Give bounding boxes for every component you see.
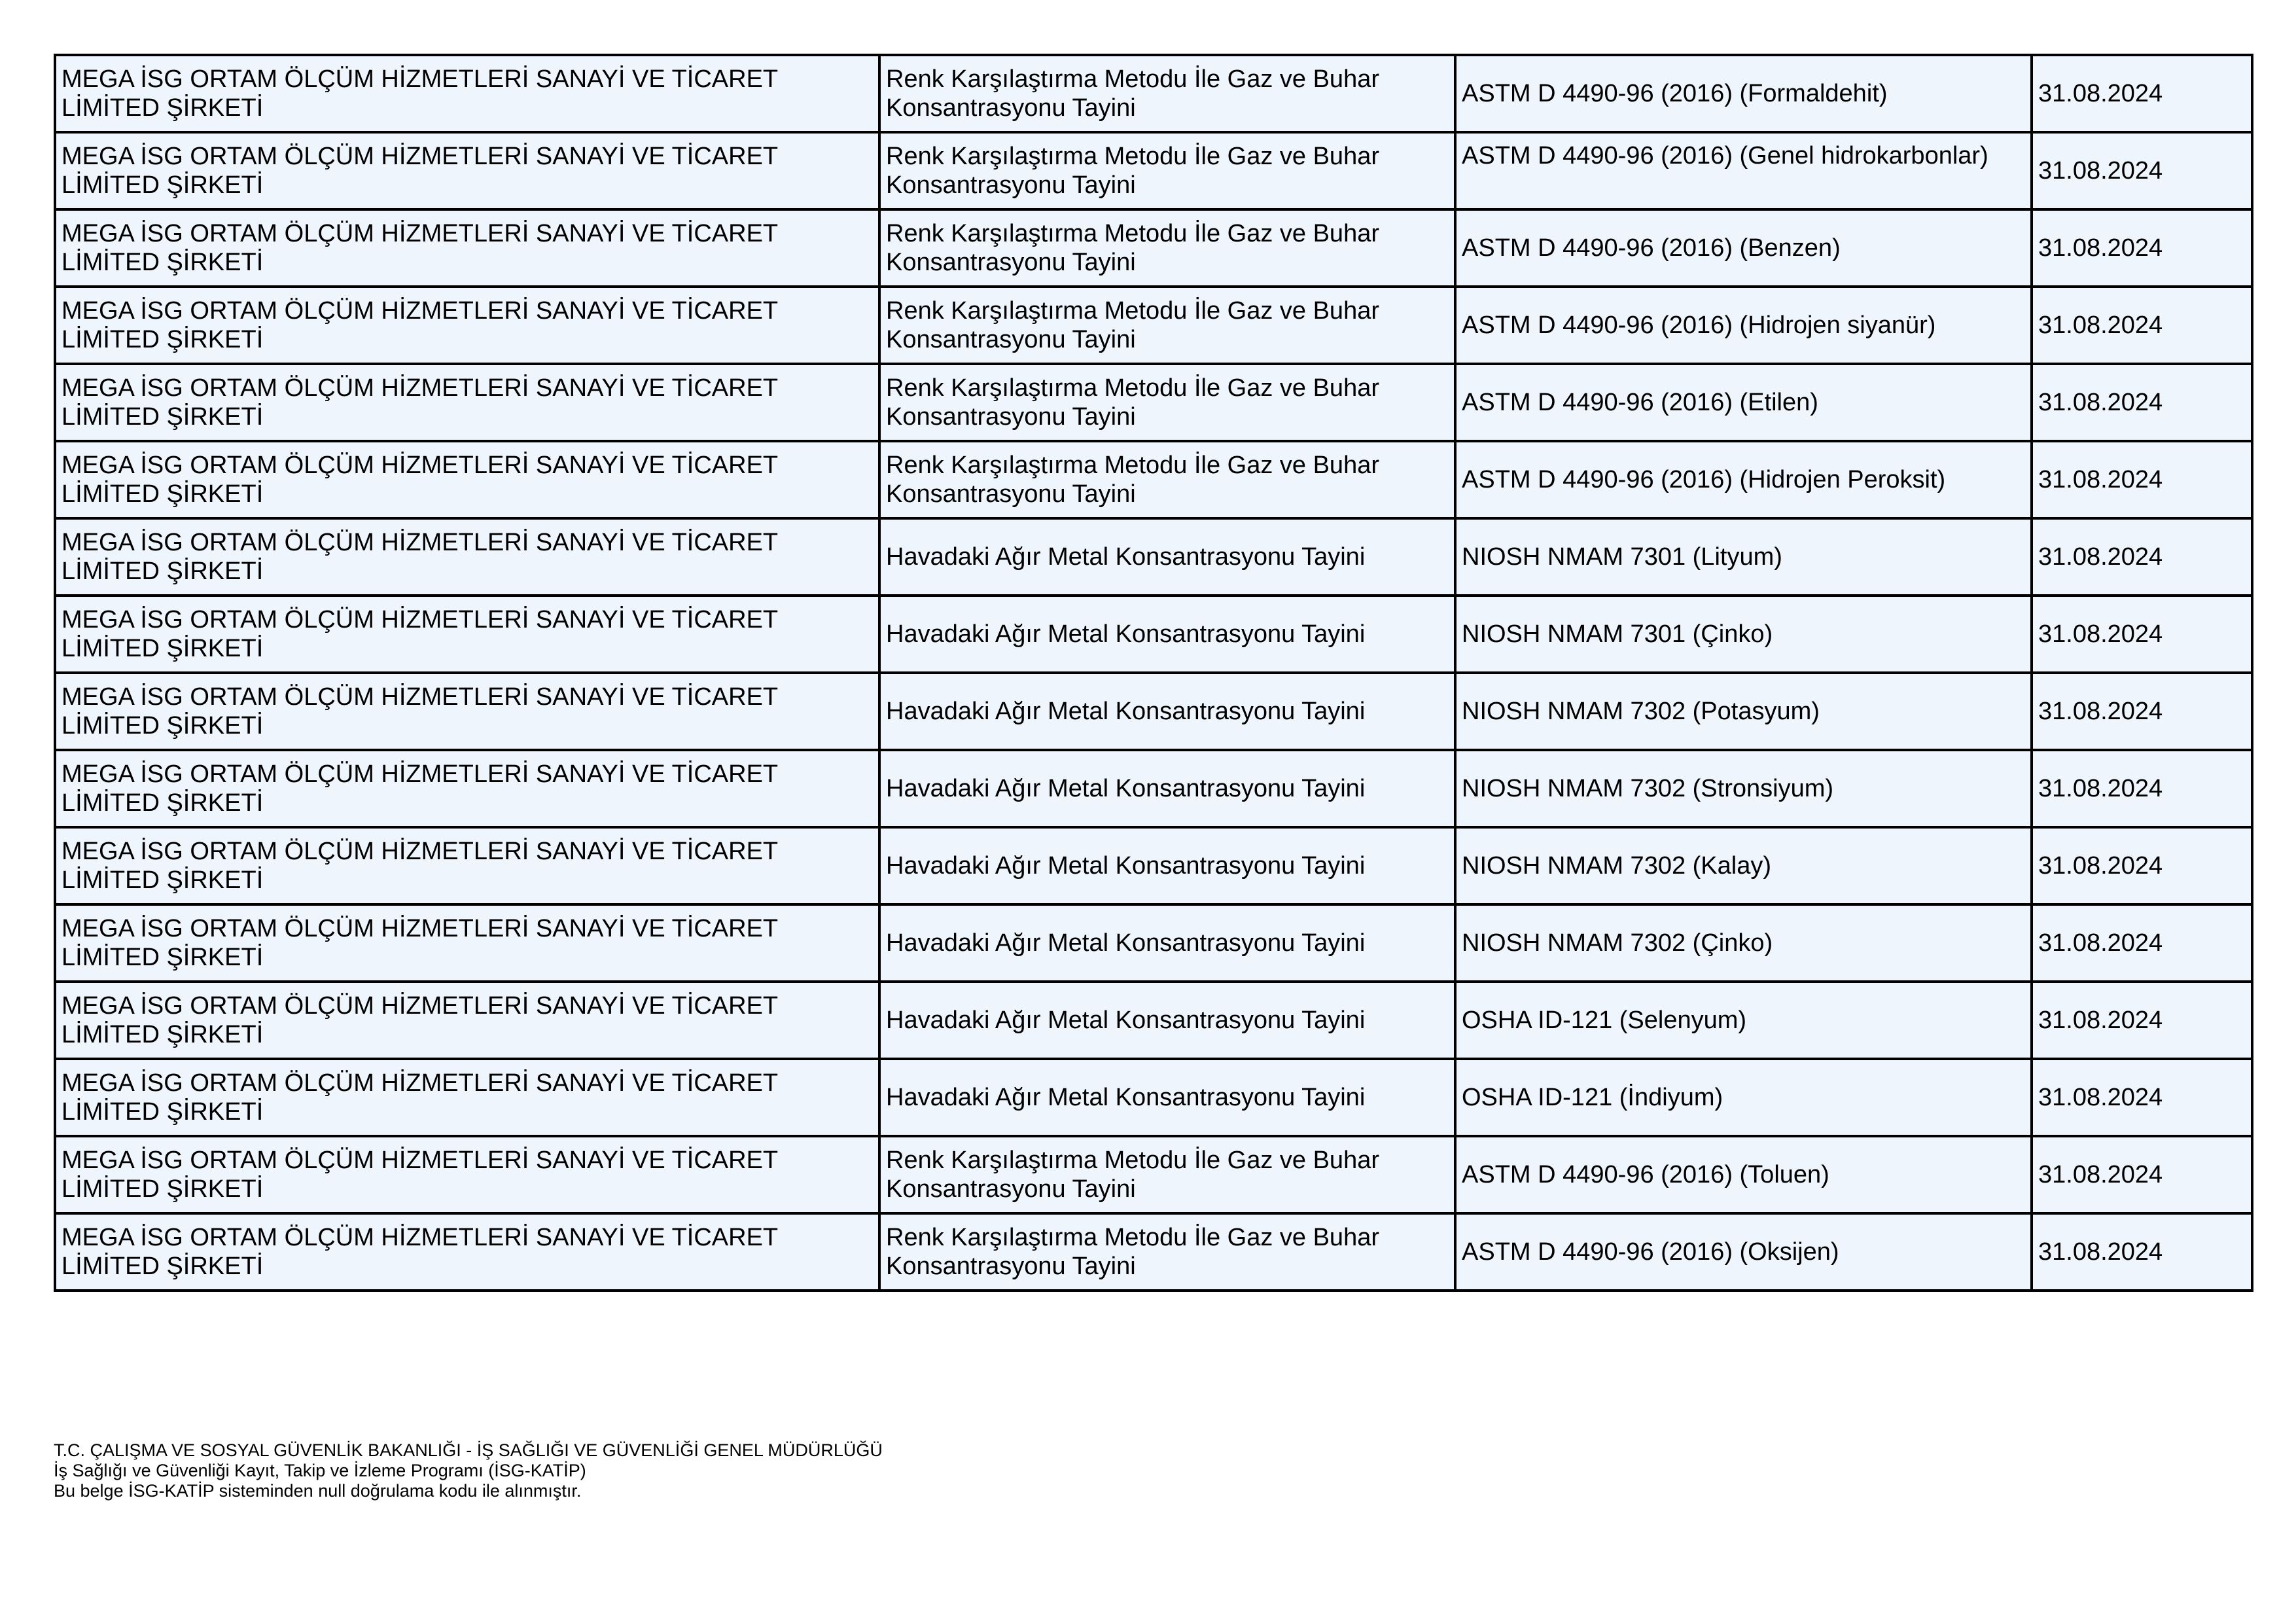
table-body [55,55,2252,1291]
method-cell: OSHA ID-121 (Selenyum) [1455,982,2032,1059]
date-cell: 31.08.2024 [2032,596,2252,673]
date-cell: 31.08.2024 [2032,55,2252,132]
table-row [55,750,2252,827]
date-cell: 31.08.2024 [2032,287,2252,364]
company-cell: MEGA İSG ORTAM ÖLÇÜM HİZMETLERİ SANAYİ VE TİCARET LİMİTED ŞİRKETİ [55,364,879,441]
measurement-cell: Renk Karşılaştırma Metodu İle Gaz ve Buhar Konsantrasyonu Tayini [879,364,1455,441]
date-cell: 31.08.2024 [2032,673,2252,750]
company-cell: MEGA İSG ORTAM ÖLÇÜM HİZMETLERİ SANAYİ VE TİCARET LİMİTED ŞİRKETİ [55,132,879,209]
company-cell: MEGA İSG ORTAM ÖLÇÜM HİZMETLERİ SANAYİ VE TİCARET LİMİTED ŞİRKETİ [55,518,879,596]
document-footer [54,1440,883,1501]
date-cell: 31.08.2024 [2032,827,2252,904]
table-row [55,209,2252,287]
company-cell: MEGA İSG ORTAM ÖLÇÜM HİZMETLERİ SANAYİ VE TİCARET LİMİTED ŞİRKETİ [55,673,879,750]
table-row [55,518,2252,596]
method-cell: ASTM D 4490-96 (2016) (Toluen) [1455,1136,2032,1213]
measurement-cell: Renk Karşılaştırma Metodu İle Gaz ve Buhar Konsantrasyonu Tayini [879,1136,1455,1213]
measurement-cell: Renk Karşılaştırma Metodu İle Gaz ve Buhar Konsantrasyonu Tayini [879,441,1455,518]
table-row [55,55,2252,132]
date-cell: 31.08.2024 [2032,518,2252,596]
method-cell: ASTM D 4490-96 (2016) (Hidrojen Peroksit) [1455,441,2032,518]
method-cell: ASTM D 4490-96 (2016) (Hidrojen siyanür) [1455,287,2032,364]
company-cell: MEGA İSG ORTAM ÖLÇÜM HİZMETLERİ SANAYİ VE TİCARET LİMİTED ŞİRKETİ [55,55,879,132]
table-row [55,982,2252,1059]
company-cell: MEGA İSG ORTAM ÖLÇÜM HİZMETLERİ SANAYİ VE TİCARET LİMİTED ŞİRKETİ [55,827,879,904]
company-cell: MEGA İSG ORTAM ÖLÇÜM HİZMETLERİ SANAYİ VE TİCARET LİMİTED ŞİRKETİ [55,1059,879,1136]
date-cell: 31.08.2024 [2032,132,2252,209]
measurement-cell: Havadaki Ağır Metal Konsantrasyonu Tayini [879,982,1455,1059]
date-cell: 31.08.2024 [2032,1136,2252,1213]
table-row [55,904,2252,982]
method-cell: OSHA ID-121 (İndiyum) [1455,1059,2032,1136]
table-row [55,132,2252,209]
table-row [55,1136,2252,1213]
measurement-cell: Havadaki Ağır Metal Konsantrasyonu Tayini [879,518,1455,596]
footer-verification-line: Bu belge İSG-KATİP sisteminden null doğrulama kodu ile alınmıştır. [54,1481,582,1501]
method-cell: NIOSH NMAM 7302 (Stronsiyum) [1455,750,2032,827]
method-cell: NIOSH NMAM 7302 (Potasyum) [1455,673,2032,750]
date-cell: 31.08.2024 [2032,364,2252,441]
date-cell: 31.08.2024 [2032,209,2252,287]
company-cell: MEGA İSG ORTAM ÖLÇÜM HİZMETLERİ SANAYİ VE TİCARET LİMİTED ŞİRKETİ [55,982,879,1059]
measurement-cell: Havadaki Ağır Metal Konsantrasyonu Tayini [879,1059,1455,1136]
company-cell: MEGA İSG ORTAM ÖLÇÜM HİZMETLERİ SANAYİ VE TİCARET LİMİTED ŞİRKETİ [55,750,879,827]
method-cell: ASTM D 4490-96 (2016) (Formaldehit) [1455,55,2032,132]
table-row [55,364,2252,441]
date-cell: 31.08.2024 [2032,982,2252,1059]
table-row [55,1059,2252,1136]
method-cell: NIOSH NMAM 7301 (Lityum) [1455,518,2032,596]
method-cell: NIOSH NMAM 7302 (Kalay) [1455,827,2032,904]
measurement-cell: Havadaki Ağır Metal Konsantrasyonu Tayini [879,904,1455,982]
date-cell: 31.08.2024 [2032,750,2252,827]
measurement-cell: Renk Karşılaştırma Metodu İle Gaz ve Buhar Konsantrasyonu Tayini [879,132,1455,209]
measurement-cell: Renk Karşılaştırma Metodu İle Gaz ve Buhar Konsantrasyonu Tayini [879,209,1455,287]
table-row [55,441,2252,518]
company-cell: MEGA İSG ORTAM ÖLÇÜM HİZMETLERİ SANAYİ VE TİCARET LİMİTED ŞİRKETİ [55,209,879,287]
method-cell: ASTM D 4490-96 (2016) (Oksijen) [1455,1213,2032,1291]
table-row [55,1213,2252,1291]
table-row [55,827,2252,904]
company-cell: MEGA İSG ORTAM ÖLÇÜM HİZMETLERİ SANAYİ VE TİCARET LİMİTED ŞİRKETİ [55,1136,879,1213]
company-cell: MEGA İSG ORTAM ÖLÇÜM HİZMETLERİ SANAYİ VE TİCARET LİMİTED ŞİRKETİ [55,1213,879,1291]
table-row [55,287,2252,364]
company-cell: MEGA İSG ORTAM ÖLÇÜM HİZMETLERİ SANAYİ VE TİCARET LİMİTED ŞİRKETİ [55,287,879,364]
method-cell: ASTM D 4490-96 (2016) (Benzen) [1455,209,2032,287]
date-cell: 31.08.2024 [2032,1213,2252,1291]
measurement-authorization-table [54,54,2253,1292]
table-row [55,673,2252,750]
measurement-cell: Havadaki Ağır Metal Konsantrasyonu Tayini [879,827,1455,904]
table-row [55,596,2252,673]
company-cell: MEGA İSG ORTAM ÖLÇÜM HİZMETLERİ SANAYİ VE TİCARET LİMİTED ŞİRKETİ [55,596,879,673]
measurement-cell: Havadaki Ağır Metal Konsantrasyonu Tayini [879,750,1455,827]
footer-ministry-line: T.C. ÇALIŞMA VE SOSYAL GÜVENLİK BAKANLIĞI - İŞ SAĞLIĞI VE GÜVENLİĞİ GENEL MÜDÜRLÜĞÜ [54,1440,883,1460]
method-cell: ASTM D 4490-96 (2016) (Etilen) [1455,364,2032,441]
footer-program-line: İş Sağlığı ve Güvenliği Kayıt, Takip ve İzleme Programı (İSG-KATİP) [54,1461,586,1480]
measurement-cell: Havadaki Ağır Metal Konsantrasyonu Tayini [879,596,1455,673]
measurement-cell: Renk Karşılaştırma Metodu İle Gaz ve Buhar Konsantrasyonu Tayini [879,55,1455,132]
date-cell: 31.08.2024 [2032,1059,2252,1136]
date-cell: 31.08.2024 [2032,441,2252,518]
measurement-cell: Havadaki Ağır Metal Konsantrasyonu Tayini [879,673,1455,750]
method-cell: NIOSH NMAM 7302 (Çinko) [1455,904,2032,982]
method-cell: NIOSH NMAM 7301 (Çinko) [1455,596,2032,673]
date-cell: 31.08.2024 [2032,904,2252,982]
measurement-cell: Renk Karşılaştırma Metodu İle Gaz ve Buhar Konsantrasyonu Tayini [879,1213,1455,1291]
measurement-cell: Renk Karşılaştırma Metodu İle Gaz ve Buhar Konsantrasyonu Tayini [879,287,1455,364]
company-cell: MEGA İSG ORTAM ÖLÇÜM HİZMETLERİ SANAYİ VE TİCARET LİMİTED ŞİRKETİ [55,904,879,982]
method-cell: ASTM D 4490-96 (2016) (Genel hidrokarbonlar) [1455,132,2032,209]
company-cell: MEGA İSG ORTAM ÖLÇÜM HİZMETLERİ SANAYİ VE TİCARET LİMİTED ŞİRKETİ [55,441,879,518]
